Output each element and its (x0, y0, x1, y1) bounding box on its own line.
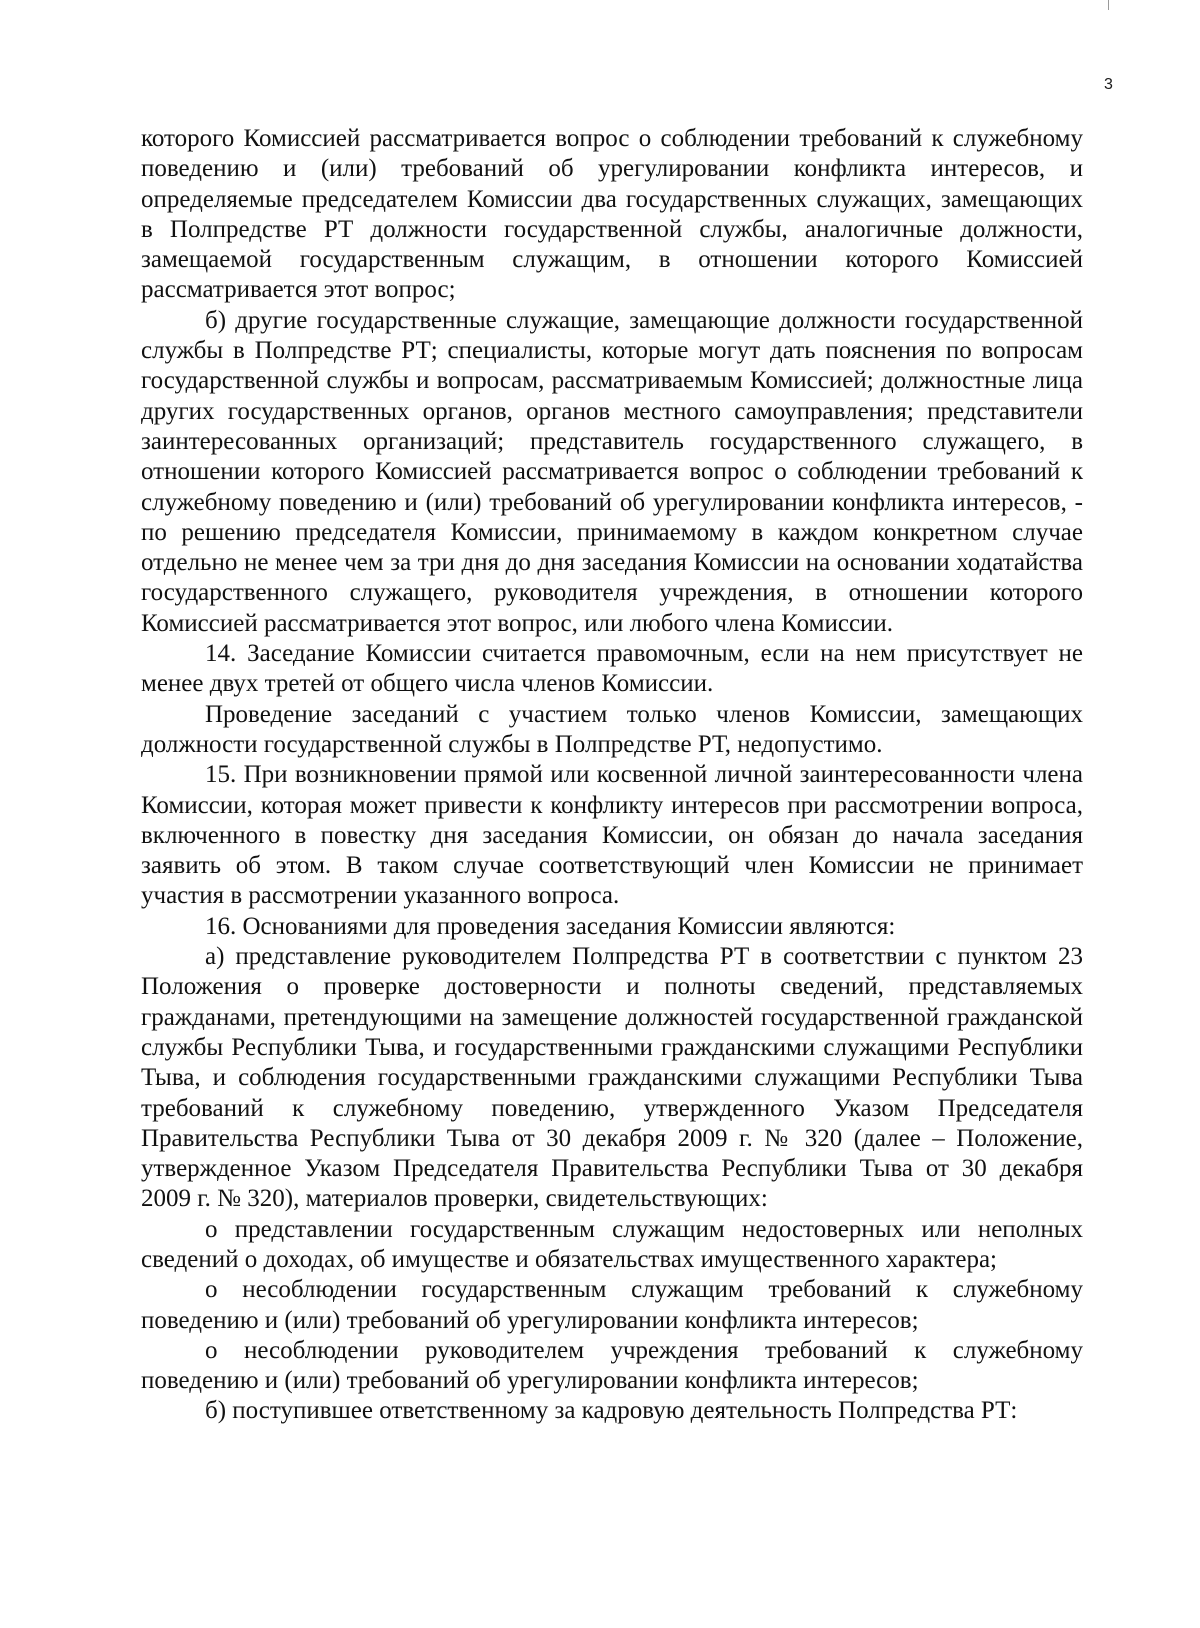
paragraph-inaccurate-info: о представлении государственным служащим недостоверных или неполных сведений о доходах, об имуществе и обязательствах имущественного характера; (141, 1215, 1083, 1273)
paragraph-noncompliance-head: о несоблюдении руководителем учреждения требований к служебному поведению и (или) требований об урегулировании конфликта интересов; (141, 1336, 1083, 1395)
paragraph-item-b-participants: б) другие государственные служащие, замещающие должности государственной службы в Полпредстве РТ; специалисты, которые могут дать пояснения по вопросам государственной службы и вопросам, рассматриваемым Комиссией; должностные лица других государственных органов, органов местного самоуправления; представители заинтересованных организаций; представитель государственного служащего, в отношении которого Комиссией рассматривается вопрос о соблюдении требований к служебному поведению и (или) требований об урегулировании конфликта интересов, - по решению председателя Комиссии, принимаемому в каждом конкретном случае отдельно не менее чем за три дня до дня заседания Комиссии на основании ходатайства государственного служащего, руководителя учреждения, в отношении которого Комиссией рассматривается этот вопрос, или любого члена Комиссии. (141, 306, 1083, 637)
document-body (141, 124, 1083, 1427)
paragraph-15-conflict-interest: 15. При возникновении прямой или косвенной личной заинтересованности члена Комиссии, которая может привести к конфликту интересов при рассмотрении вопроса, включенного в повестку дня заседания Комиссии, он обязан до начала заседания заявить об этом. В таком случае соответствующий член Комиссии не принимает участия в рассмотрении указанного вопроса. (141, 761, 1083, 910)
paragraph-16b-received: б) поступившее ответственному за кадровую деятельность Полпредства РТ: (205, 1397, 1018, 1425)
paragraph-16a-submission: а) представление руководителем Полпредства РТ в соответствии с пунктом 23 Положения о проверке достоверности и полноты сведений, представляемых гражданами, претендующими на замещение должностей государственной гражданской службы Республики Тыва, и государственными гражданскими служащими Республики Тыва, и соблюдения государственными гражданскими служащими Республики Тыва требований к служебному поведению, утвержденного Указом Председателя Правительства Республики Тыва от 30 декабря 2009 г. № 320 (далее – Положение, утвержденное Указом Председателя Правительства Республики Тыва от 30 декабря 2009 г. № 320), материалов проверки, свидетельствующих: (141, 943, 1083, 1213)
paragraph-16-grounds: 16. Основаниями для проведения заседания Комиссии являются: (205, 912, 896, 940)
scan-artifact-line (1108, 0, 1109, 10)
paragraph-noncompliance-servant: о несоблюдении государственным служащим требований к служебному поведению и (или) требований об урегулировании конфликта интересов; (141, 1276, 1083, 1334)
paragraph-14-quorum: 14. Заседание Комиссии считается правомочным, если на нем присутствует не менее двух третей от общего числа членов Комиссии. (141, 640, 1083, 698)
paragraph-meetings-restriction: Проведение заседаний с участием только членов Комиссии, замещающих должности государственной службы в Полпредстве РТ, недопустимо. (141, 700, 1083, 758)
page-number: 3 (1104, 76, 1113, 93)
paragraph-continuation: которого Комиссией рассматривается вопрос о соблюдении требований к служебному поведению и (или) требований об урегулировании конфликта интересов, и определяемые председателем Комиссии два государственных служащих, замещающих в Полпредстве РТ должности государственной службы, аналогичные должности, замещаемой государственным служащим, в отношении которого Комиссией рассматривается этот вопрос; (141, 125, 1083, 304)
